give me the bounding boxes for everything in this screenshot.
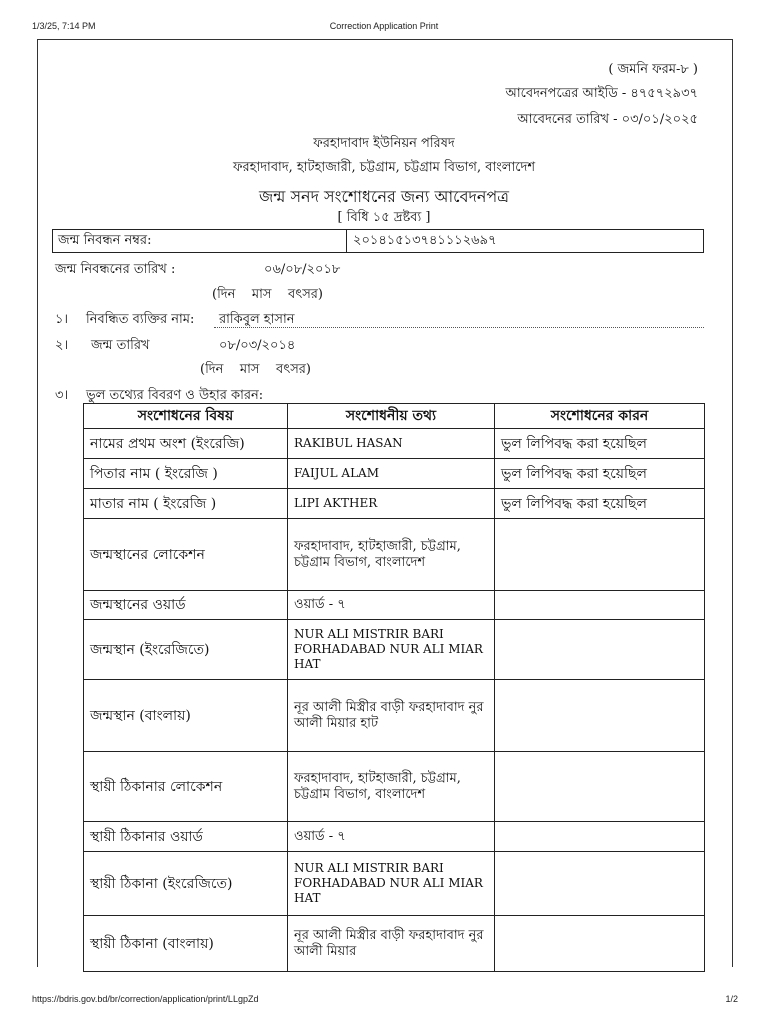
correction-table [83,403,705,972]
row-subject: জন্মস্থানের লোকেশন [84,519,288,591]
document-title: জন্ম সনদ সংশোধনের জন্য আবেদনপত্র [258,187,510,206]
row-subject: স্থায়ী ঠিকানা (বাংলায়) [84,916,288,972]
table-row [84,591,705,620]
row-subject: জন্মস্থান (ইংরেজিতে) [84,620,288,680]
rule-reference: [ বিধি ১৫ দ্রষ্টব্য ] [337,210,431,225]
registration-date-format: (দিন মাস বৎসর) [212,287,324,302]
row-subject: স্থায়ী ঠিকানার ওয়ার্ড [84,822,288,852]
birth-date-format: (দিন মাস বৎসর) [200,362,312,377]
row-value: LIPI AKTHER [288,489,495,519]
print-footer [0,992,768,1016]
row-subject: স্থায়ী ঠিকানা (ইংরেজিতে) [84,852,288,916]
row-subject: পিতার নাম ( ইংরেজি ) [84,459,288,489]
registration-number-label: জন্ম নিবন্ধন নম্বর: [53,230,347,252]
row-reason [495,591,705,620]
row-subject: জন্মস্থানের ওয়ার্ড [84,591,288,620]
print-title: Correction Application Print [329,21,439,31]
row-reason [495,519,705,591]
row-value: নূর আলী মিস্ত্রীর বাড়ী ফরহাদাবাদ নুর আলী মিয়ার [288,916,495,972]
table-row [84,916,705,972]
page-url[interactable]: https://bdris.gov.bd/br/correction/application/print/LLgpZd [32,994,259,1004]
row-value: ওয়ার্ড - ৭ [288,822,495,852]
item1-number: ১। [55,312,69,327]
row-reason [495,916,705,972]
row-reason: ভুল লিপিবদ্ধ করা হয়েছিল [495,429,705,459]
table-row [84,519,705,591]
row-value: NUR ALI MISTRIR BARI FORHADABAD NUR ALI MIAR HAT [288,620,495,680]
row-value: নূর আলী মিস্ত্রীর বাড়ী ফরহাদাবাদ নুর আলী মিয়ার হাট [288,680,495,752]
row-value: FAIJUL ALAM [288,459,495,489]
table-row [84,680,705,752]
row-value: ফরহাদাবাদ, হাটহাজারী, চট্টগ্রাম, চট্টগ্রাম বিভাগ, বাংলাদেশ [288,752,495,822]
table-row [84,620,705,680]
row-reason: ভুল লিপিবদ্ধ করা হয়েছিল [495,489,705,519]
table-row [84,429,705,459]
registration-number-box [52,229,704,253]
item2-label: জন্ম তারিখ [91,338,150,353]
row-reason [495,822,705,852]
item3-number: ৩। [55,388,69,403]
item1-label: নিবন্ধিত ব্যক্তির নাম: [86,312,195,327]
column-header-value: সংশোধনীয় তথ্য [288,404,495,429]
page-number: 1/2 [725,994,738,1004]
row-value: ফরহাদাবাদ, হাটহাজারী, চট্টগ্রাম, চট্টগ্রাম বিভাগ, বাংলাদেশ [288,519,495,591]
row-subject: জন্মস্থান (বাংলায়) [84,680,288,752]
table-row [84,752,705,822]
form-number: ( জমনি ফরম-৮ ) [608,62,698,77]
row-subject: স্থায়ী ঠিকানার লোকেশন [84,752,288,822]
row-reason: ভুল লিপিবদ্ধ করা হয়েছিল [495,459,705,489]
row-value: NUR ALI MISTRIR BARI FORHADABAD NUR ALI MIAR HAT [288,852,495,916]
row-reason [495,620,705,680]
print-datetime: 1/3/25, 7:14 PM [32,21,96,31]
name-dotted-line [214,327,704,328]
office-name: ফরহাদাবাদ ইউনিয়ন পরিষদ [313,136,455,151]
registered-person-name: রাকিবুল হাসান [219,312,295,327]
print-header [0,0,768,40]
table-row [84,489,705,519]
column-header-reason: সংশোধনের কারন [495,404,705,429]
registration-date-value: ০৬/০৮/২০১৮ [264,262,341,277]
row-reason [495,752,705,822]
application-date: আবেদনের তারিখ - ০৩/০১/২০২৫ [517,112,698,127]
row-reason [495,852,705,916]
item3-label: ভুল তথ্যের বিবরণ ও উহার কারন: [86,388,264,403]
item2-number: ২। [55,338,69,353]
row-value: ওয়ার্ড - ৭ [288,591,495,620]
row-reason [495,680,705,752]
column-header-subject: সংশোধনের বিষয় [84,404,288,429]
registration-date-label: জন্ম নিবন্ধনের তারিখ : [55,262,176,277]
table-row [84,852,705,916]
row-subject: নামের প্রথম অংশ (ইংরেজি) [84,429,288,459]
registration-number-value: ২০১৪১৫১৩৭৪১১১২৬৯৭ [353,233,497,248]
table-row [84,459,705,489]
birth-date-value: ০৮/০৩/২০১৪ [219,338,296,353]
row-subject: মাতার নাম ( ইংরেজি ) [84,489,288,519]
row-value: RAKIBUL HASAN [288,429,495,459]
table-row [84,822,705,852]
office-address: ফরহাদাবাদ, হাটহাজারী, চট্টগ্রাম, চট্টগ্রাম বিভাগ, বাংলাদেশ [232,160,536,175]
application-id: আবেদনপত্রের আইডি - ৪৭৫৭২৯৩৭ [505,86,698,101]
table-header-row [84,404,705,429]
